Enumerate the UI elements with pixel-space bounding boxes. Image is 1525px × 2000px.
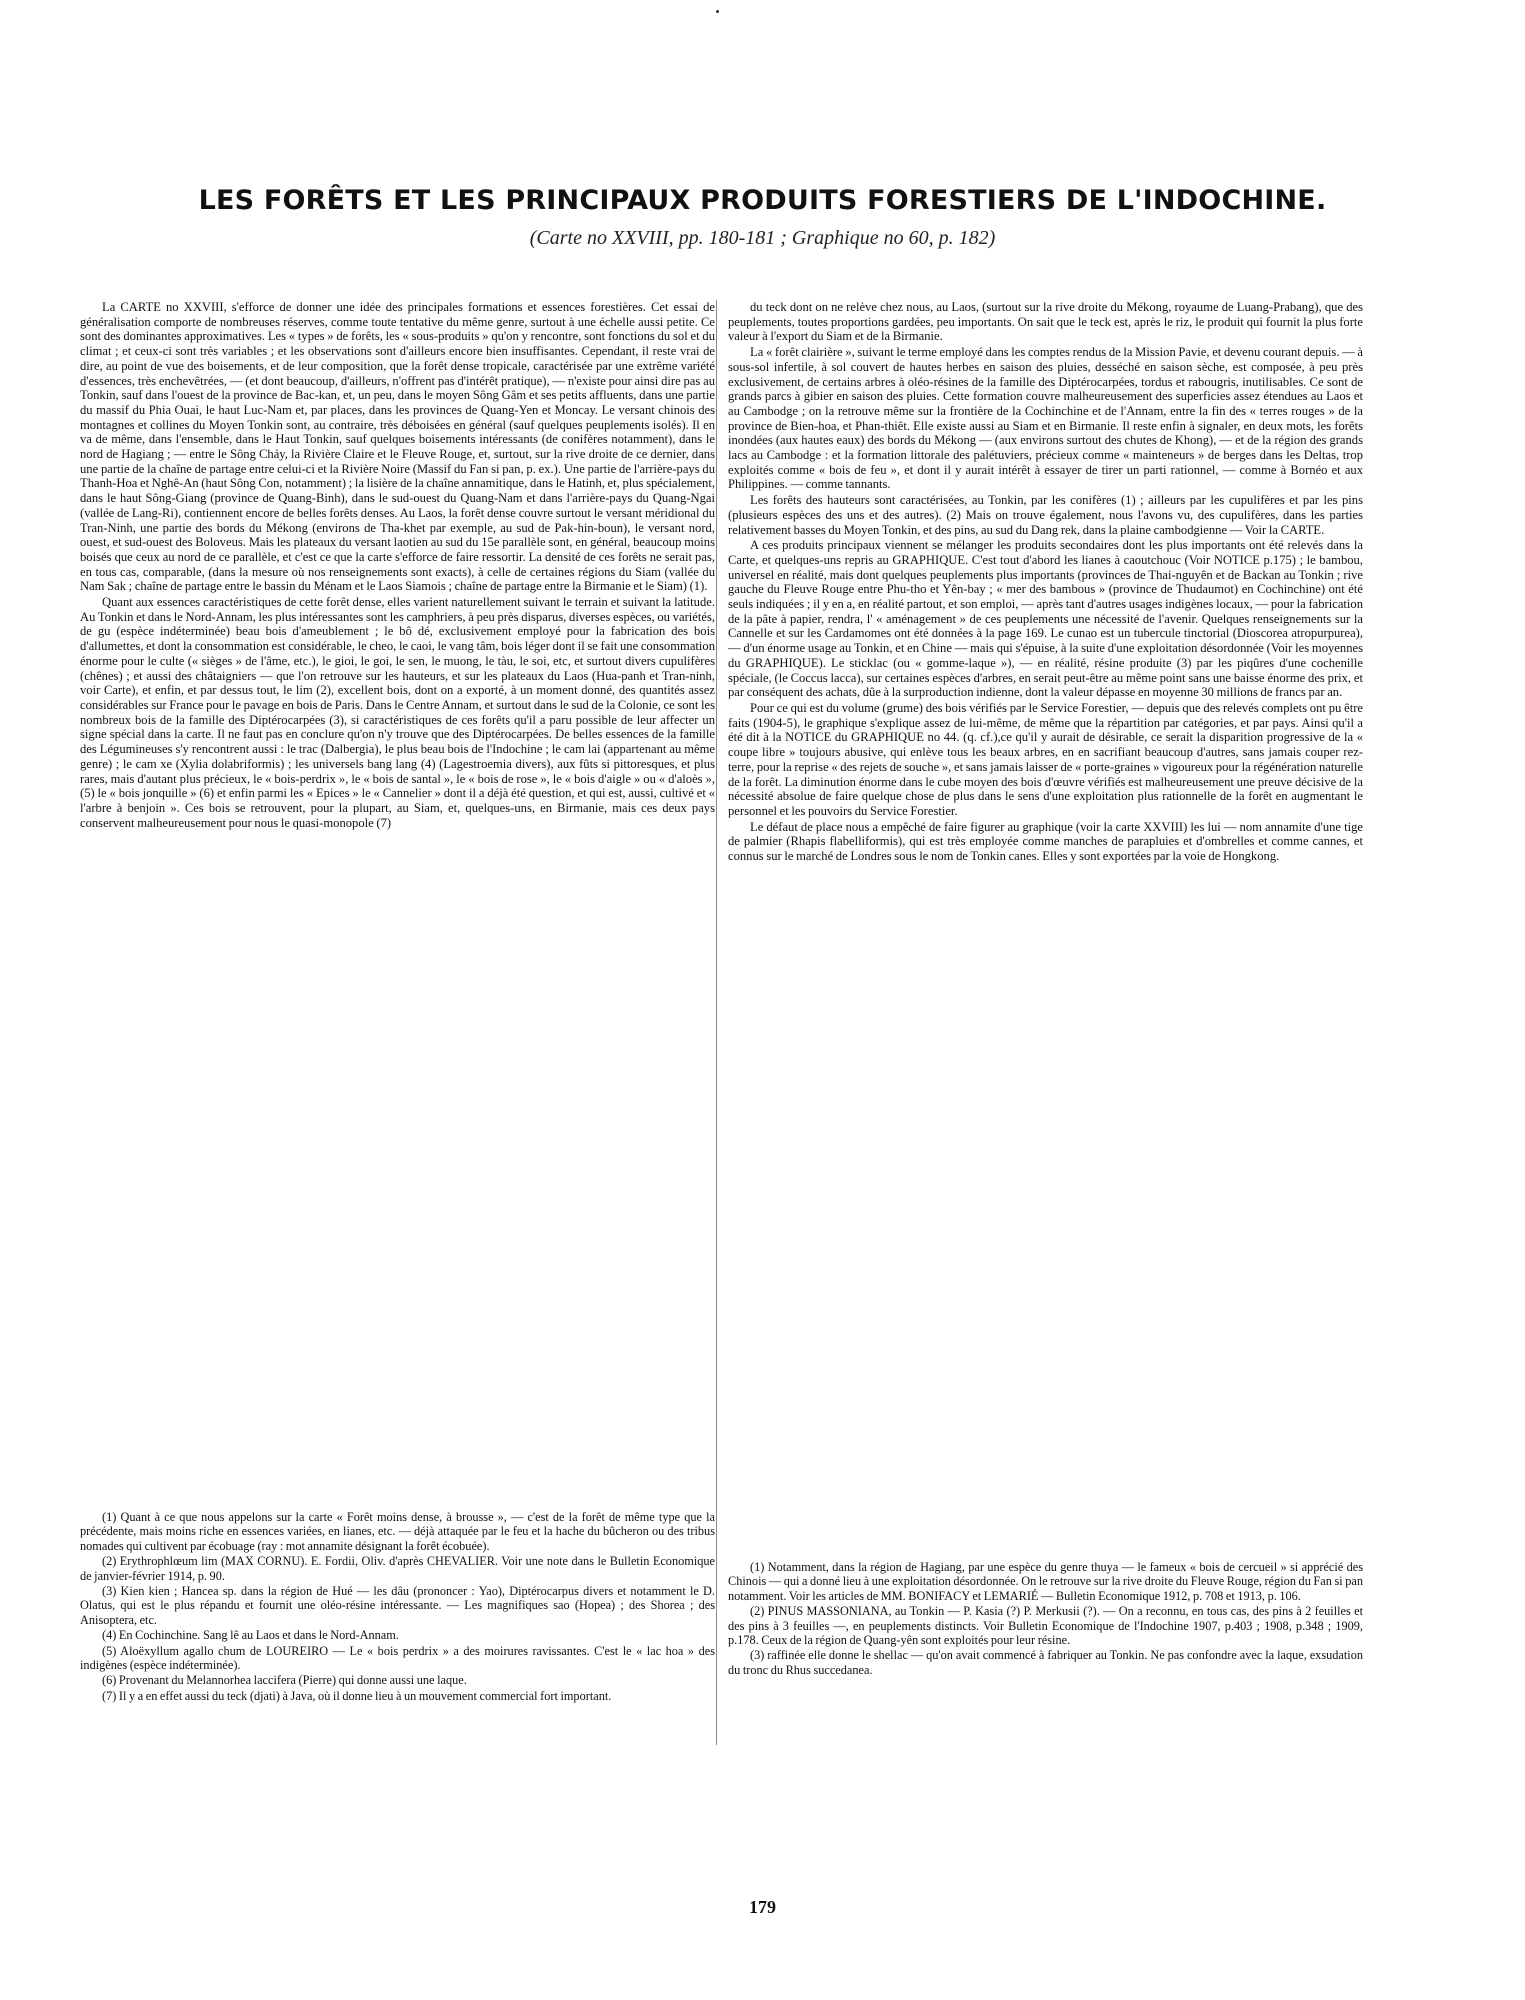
paragraph: La CARTE no XXVIII, s'efforce de donner une idée des principales formations et essences forestières. Cet essai de généralisation comporte de nombreuses réserves, comme toute tentative du même genre, surtout à une échelle aussi petite. Ce sont des dominantes approximatives. Les « types » de forêts, les « sous-produits » qu'on y rencontre, sont fonctions du sol et du climat ; et ceux-ci sont très variables ; et les observations sont d'ailleurs encore bien insuffisantes. Cependant, il reste vrai de dire, au point de vue des boisements, et de leur composition, que la forêt dense tropicale, caractérisée par une extrême variété d'essences, très enchevêtrées, — (et dont beaucoup, d'ailleurs, n'offrent pas d'intérêt pratique), — n'existe pour ainsi dire pas au Tonkin, sauf dans l'ouest de la province de Bac-kan, et, un peu, dans le moyen Sông Gâm et ses petits affluents, dans une partie du massif du Phia Ouai, le haut Luc-Nam et, par places, dans les provinces de Quang-Yen et Moncay. Le versant chinois des montagnes et collines du Moyen Tonkin sont, au contraire, très déboisées en général (sauf quelques peuplements isolés). Il en va de même, dans l'ensemble, dans le Haut Tonkin, sauf quelques boisements intéressants (de conifères notamment), dans le nord de Hagiang ; — entre le Sông Chảy, la Rivière Claire et le Fleuve Rouge, et, surtout, sur la rive droite de ce dernier, dans une partie de la chaîne de partage entre celui-ci et la Rivière Noire (Massif du Fan si pan, p. ex.). Une partie de l'arrière-pays du Thanh-Hoa et Nghê-An (haut Sông Con, notamment) ; la lisière de la chaîne annamitique, dans le Hatinh, et, plus spécialement, dans le haut Sông-Giang (province de Quang-Binh), dans le sud-ouest du Quang-Nam et dans l'arrière-pays du Quang-Ngai (vallée de Lang-Ri), contiennent encore de belles forêts denses. Au Laos, la forêt dense couvre surtout le versant méridional du Tran-Ninh, une partie des bords du Mékong (environs de Tha-khet par exemple, au sud de Pak-hin-boun), le versant nord, ouest, et sud-ouest des Boloveus. Mais les plateaux du versant laotien au sud du 15e parallèle sont, en général, beaucoup moins boisés que ceux au nord de ce parallèle, et c'est ce que la carte s'efforce de faire ressortir. La densité de ces forêts ne serait pas, en tous cas, comparable, (dans la mesure où nos renseignements sont exacts), à celle de certaines régions du Siam (vallée du Nam Sak ; chaîne de partage entre le bassin du Ménam et le Laos Siamois ; chaîne de partage entre la Birmanie et le Siam) (1).	[80, 300, 715, 594]
footnotes-right	[728, 1560, 1363, 1678]
page-title: LES FORÊTS ET LES PRINCIPAUX PRODUITS FORESTIERS DE L'INDOCHINE.	[198, 185, 1327, 216]
footnote: (2) PINUS MASSONIANA, au Tonkin — P. Kasia (?) P. Merkusii (?). — On a reconnu, en tous cas, des pins à 2 feuilles et des pins à 3 feuilles —, en peuplements distincts. Voir Bulletin Economique de l'Indochine 1907, p.403 ; 1908, p.348 ; 1909, p.178. Ceux de la région de Quang-yên sont exploités pour leur résine.	[728, 1604, 1363, 1648]
page-number: 179	[749, 1897, 776, 1917]
paragraph: La « forêt clairière », suivant le terme employé dans les comptes rendus de la Mission Pavie, et devenu courant depuis. — à sous-sol infertile, à sol couvert de hautes herbes en saison des pluies, desséché en saison sèche, est composée, à peu près exclusivement, de certains arbres à oléo-résines de la famille des Diptérocarpées, tordus et rabougris, inutilisables. Ce sont de grands parcs à gibier en saison des pluies. Cette formation couvre malheureusement des superficies assez étendues au Laos et au Cambodge ; on la retrouve même sur la frontière de la Cochinchine et de l'Annam, entre la fin des « terres rouges » de la province de Bien-hoa, et Phan-thiêt. Elle existe aussi au Siam et en Birmanie. Il reste enfin à signaler, en deux mots, les forêts inondées (aux hautes eaux) des bords du Mékong — (aux environs surtout des chutes de Khong), — et de la région des grands lacs au Cambodge : et la formation littorale des palétuviers, précieux comme « mainteneurs » de berges dans les Deltas, trop exploités comme « bois de feu », et dont il y aurait intérêt à essayer de tirer un parti rationnel, — comme à Bornéo et aux Philippines. — comme tannants.	[728, 345, 1363, 492]
footnotes-left	[80, 1510, 715, 1704]
footnote: (1) Notamment, dans la région de Hagiang, par une espèce du genre thuya — le fameux « bois de cercueil » si apprécié des Chinois — qui a donné lieu à une exploitation désordonnée. On le retrouve sur la rive droite du Fleuve Rouge, région du Fan si pan notamment. Voir les articles de MM. BONIFACY et LEMARIÉ — Bulletin Economique 1912, p. 708 et 1913, p. 106.	[728, 1560, 1363, 1603]
footnote: (2) Erythrophlœum lim (MAX CORNU). E. Fordii, Oliv. d'après CHEVALIER. Voir une note dans le Bulletin Economique de janvier-février 1914, p. 90.	[80, 1554, 715, 1583]
column-divider	[716, 300, 717, 1745]
page-subtitle: (Carte no XXVIII, pp. 180-181 ; Graphique no 60, p. 182)	[529, 227, 996, 249]
paragraph: A ces produits principaux viennent se mélanger les produits secondaires dont les plus importants ont été relevés dans la Carte, et quelques-uns repris au GRAPHIQUE. C'est tout d'abord les lianes à caoutchouc (Voir NOTICE p.175) ; le bambou, universel en réalité, mais dont quelques peuplements plus importants (provinces de Thai-nguyên et de Backan au Tonkin ; rive gauche du Fleuve Rouge entre Phu-tho et Yên-bay ; « mer des bambous » (province de Thudaumot) en Cochinchine) ont été seuls indiquées ; il y en a, en réalité partout, et son emploi, — après tant d'autres usages indigènes locaux, — pour la fabrication de la pâte à papier, rendra, l' « aménagement » de ces peuplements une nécessité de l'avenir. Quelques renseignements sur la Cannelle et sur les Cardamomes ont été données à la page 169. Le cunao est un tubercule tinctorial (Dioscorea atropurpurea), — d'un énorme usage au Tonkin, et en Chine — mais qui s'épuise, à la suite d'une exploitation désordonnée (Voir les moyennes du GRAPHIQUE). Le sticklac (ou « gomme-laque »), — en réalité, résine produite (3) par les piqûres d'une cochenille spéciale, (le Coccus lacca), sur certaines espèces d'arbres, en serait peut-être au même point sans une baisse énorme des prix, et par conséquent des achats, dûe à la surproduction indienne, dont la valeur dépasse en moyenne 30 millions de francs par an.	[728, 538, 1363, 700]
paragraph: Quant aux essences caractéristiques de cette forêt dense, elles varient naturellement suivant le terrain et suivant la latitude. Au Tonkin et dans le Nord-Annam, les plus intéressantes sont les camphriers, à peu près disparus, diverses espèces, ou variétés, de gu (espèce indéterminée) beau bois d'ameublement ; le bô dé, exclusivement employé pour la fabrication des bois d'allumettes, et dont la consommation est considérable, le cheo, le caoi, le vang tâm, bois léger dont il se fait une consommation énorme pour le culte (« sièges » de l'âme, etc.), le gioi, le goi, le sen, le muong, le tàu, le soi, etc, et surtout divers cupulifères (chênes) ; et aussi des châtaigniers — que l'on retrouve sur les hauteurs, et sur les plateaux du Laos (Hua-panh et Tran-ninh, voir Carte), et enfin, et par dessus tout, le lim (2), excellent bois, dont on a exporté, à un moment donné, des quantités assez considérables sur France pour le pavage en bois de Paris. Dans le Centre Annam, et surtout dans le sud de la Colonie, ce sont les nombreux bois de la famille des Diptérocarpées (3), si caractéristiques de ces forêts qu'il a paru possible de leur affecter un signe spécial dans la carte. Il ne faut pas en conclure qu'on n'y trouve que des Diptérocarpées. De belles essences de la famille des Légumineuses s'y rencontrent aussi : le trac (Dalbergia), le plus beau bois de l'Indochine ; le cam lai (appartenant au même genre) ; le cam xe (Xylia dolabriformis) ; les universels bang lang (4) (Lagestroemia divers), aux fûts si pittoresques, et plus rares, mais d'autant plus précieux, le « bois-perdrix », le « bois de santal », le « bois de rose », le « bois d'aigle » ou « d'aloès », (5) le « bois jonquille » (6) et enfin parmi les « Epices » le « Cannelier » dont il a déjà été question, et qui est, aussi, cultivé et « l'arbre à benjoin ». Ces bois se retrouvent, pour la plupart, au Siam, et, quelques-uns, en Birmanie, mais ces deux pays conservent malheureusement pour nous le quasi-monopole (7)	[80, 595, 715, 830]
paragraph: Les forêts des hauteurs sont caractérisées, au Tonkin, par les conifères (1) ; ailleurs par les cupulifères et par les pins (plusieurs espèces des uns et des autres). (2) Mais on trouve également, nous l'avons vu, des cupulifères, dans les parties relativement basses du Moyen Tonkin, et des pins, au sud du Dang rek, dans la plaine cambodgienne — Voir la CARTE.	[728, 493, 1363, 537]
paragraph: du teck dont on ne relève chez nous, au Laos, (surtout sur la rive droite du Mékong, royaume de Luang-Prabang), que des peuplements, toutes proportions gardées, peu importants. On sait que le teck est, après le riz, le produit qui fournit la plus forte valeur à l'export du Siam et de la Birmanie.	[728, 300, 1363, 344]
right-column	[728, 300, 1363, 865]
footnote: (3) Kien kien ; Hancea sp. dans la région de Hué — les dâu (prononcer : Yao), Diptérocarpus divers et notamment le D. Olatus, qui est le plus répandu et fournit une oléo-résine intéressante. — Les magnifiques sao (Hopea) ; des Shorea ; des Anisoptera, etc.	[80, 1584, 715, 1627]
footnote: (4) En Cochinchine. Sang lê au Laos et dans le Nord-Annam.	[102, 1628, 399, 1643]
footnote: (5) Aloëxyllum agallo chum de LOUREIRO — Le « bois perdrix » a des moirures ravissantes. C'est le « lac hoa » des indigènes (espèce indéterminée).	[80, 1643, 715, 1673]
print-speck	[716, 10, 719, 13]
paragraph: Pour ce qui est du volume (grume) des bois vérifiés par le Service Forestier, — depuis que des relevés complets ont pu être faits (1904-5), le graphique s'explique assez de lui-même, de même que la répartition par catégories, et par pays. Ainsi qu'il a été dit à la NOTICE du GRAPHIQUE no 44. (q. cf.),ce qu'il y aurait de désirable, ce serait la disparition progressive de la « coupe libre » toujours abusive, qui enlève tous les beaux arbres, en en sacrifiant beaucoup d'autres, sans jamais couper rez-terre, pour la reprise « des rejets de souche », et sans jamais laisser de « porte-graines » vigoureux pour la régénération naturelle de la forêt. La diminution énorme dans le cube moyen des bois d'œuvre vérifiés est malheureusement une preuve décisive de la nécessité absolue de faire quelque chose de plus dans le sens d'une exploitation plus rationnelle de la forêt en augmentant le personnel et les pouvoirs du Service Forestier.	[728, 700, 1363, 818]
paragraph: Le défaut de place nous a empêché de faire figurer au graphique (voir la carte XXVIII) les lui — nom annamite d'une tige de palmier (Rhapis flabelliformis), qui est très employée comme manches de parapluies et d'ombrelles et comme cannes, et connus sur le marché de Londres sous le nom de Tonkin canes. Elles y sont exportées par la voie de Hongkong.	[728, 819, 1363, 864]
footnote: (3) raffinée elle donne le shellac — qu'on avait commencé à fabriquer au Tonkin. Ne pas confondre avec la laque, exsudation du tronc du Rhus succedanea.	[728, 1648, 1363, 1677]
footnote: (7) Il y a en effet aussi du teck (djati) à Java, où il donne lieu à un mouvement commercial fort important.	[102, 1688, 612, 1703]
footnote: (1) Quant à ce que nous appelons sur la carte « Forêt moins dense, à brousse », — c'est de la forêt de même type que la précédente, mais moins riche en essences variées, en lianes, etc. — déjà attaquée par le feu et la hache du bûcheron ou des tribus nomades qui cultivent par écobuage (ray : mot annamite désignant la forêt écobuée).	[80, 1510, 715, 1553]
left-column	[80, 300, 715, 831]
footnote: (6) Provenant du Melannorhea laccifera (Pierre) qui donne aussi une laque.	[102, 1673, 467, 1688]
